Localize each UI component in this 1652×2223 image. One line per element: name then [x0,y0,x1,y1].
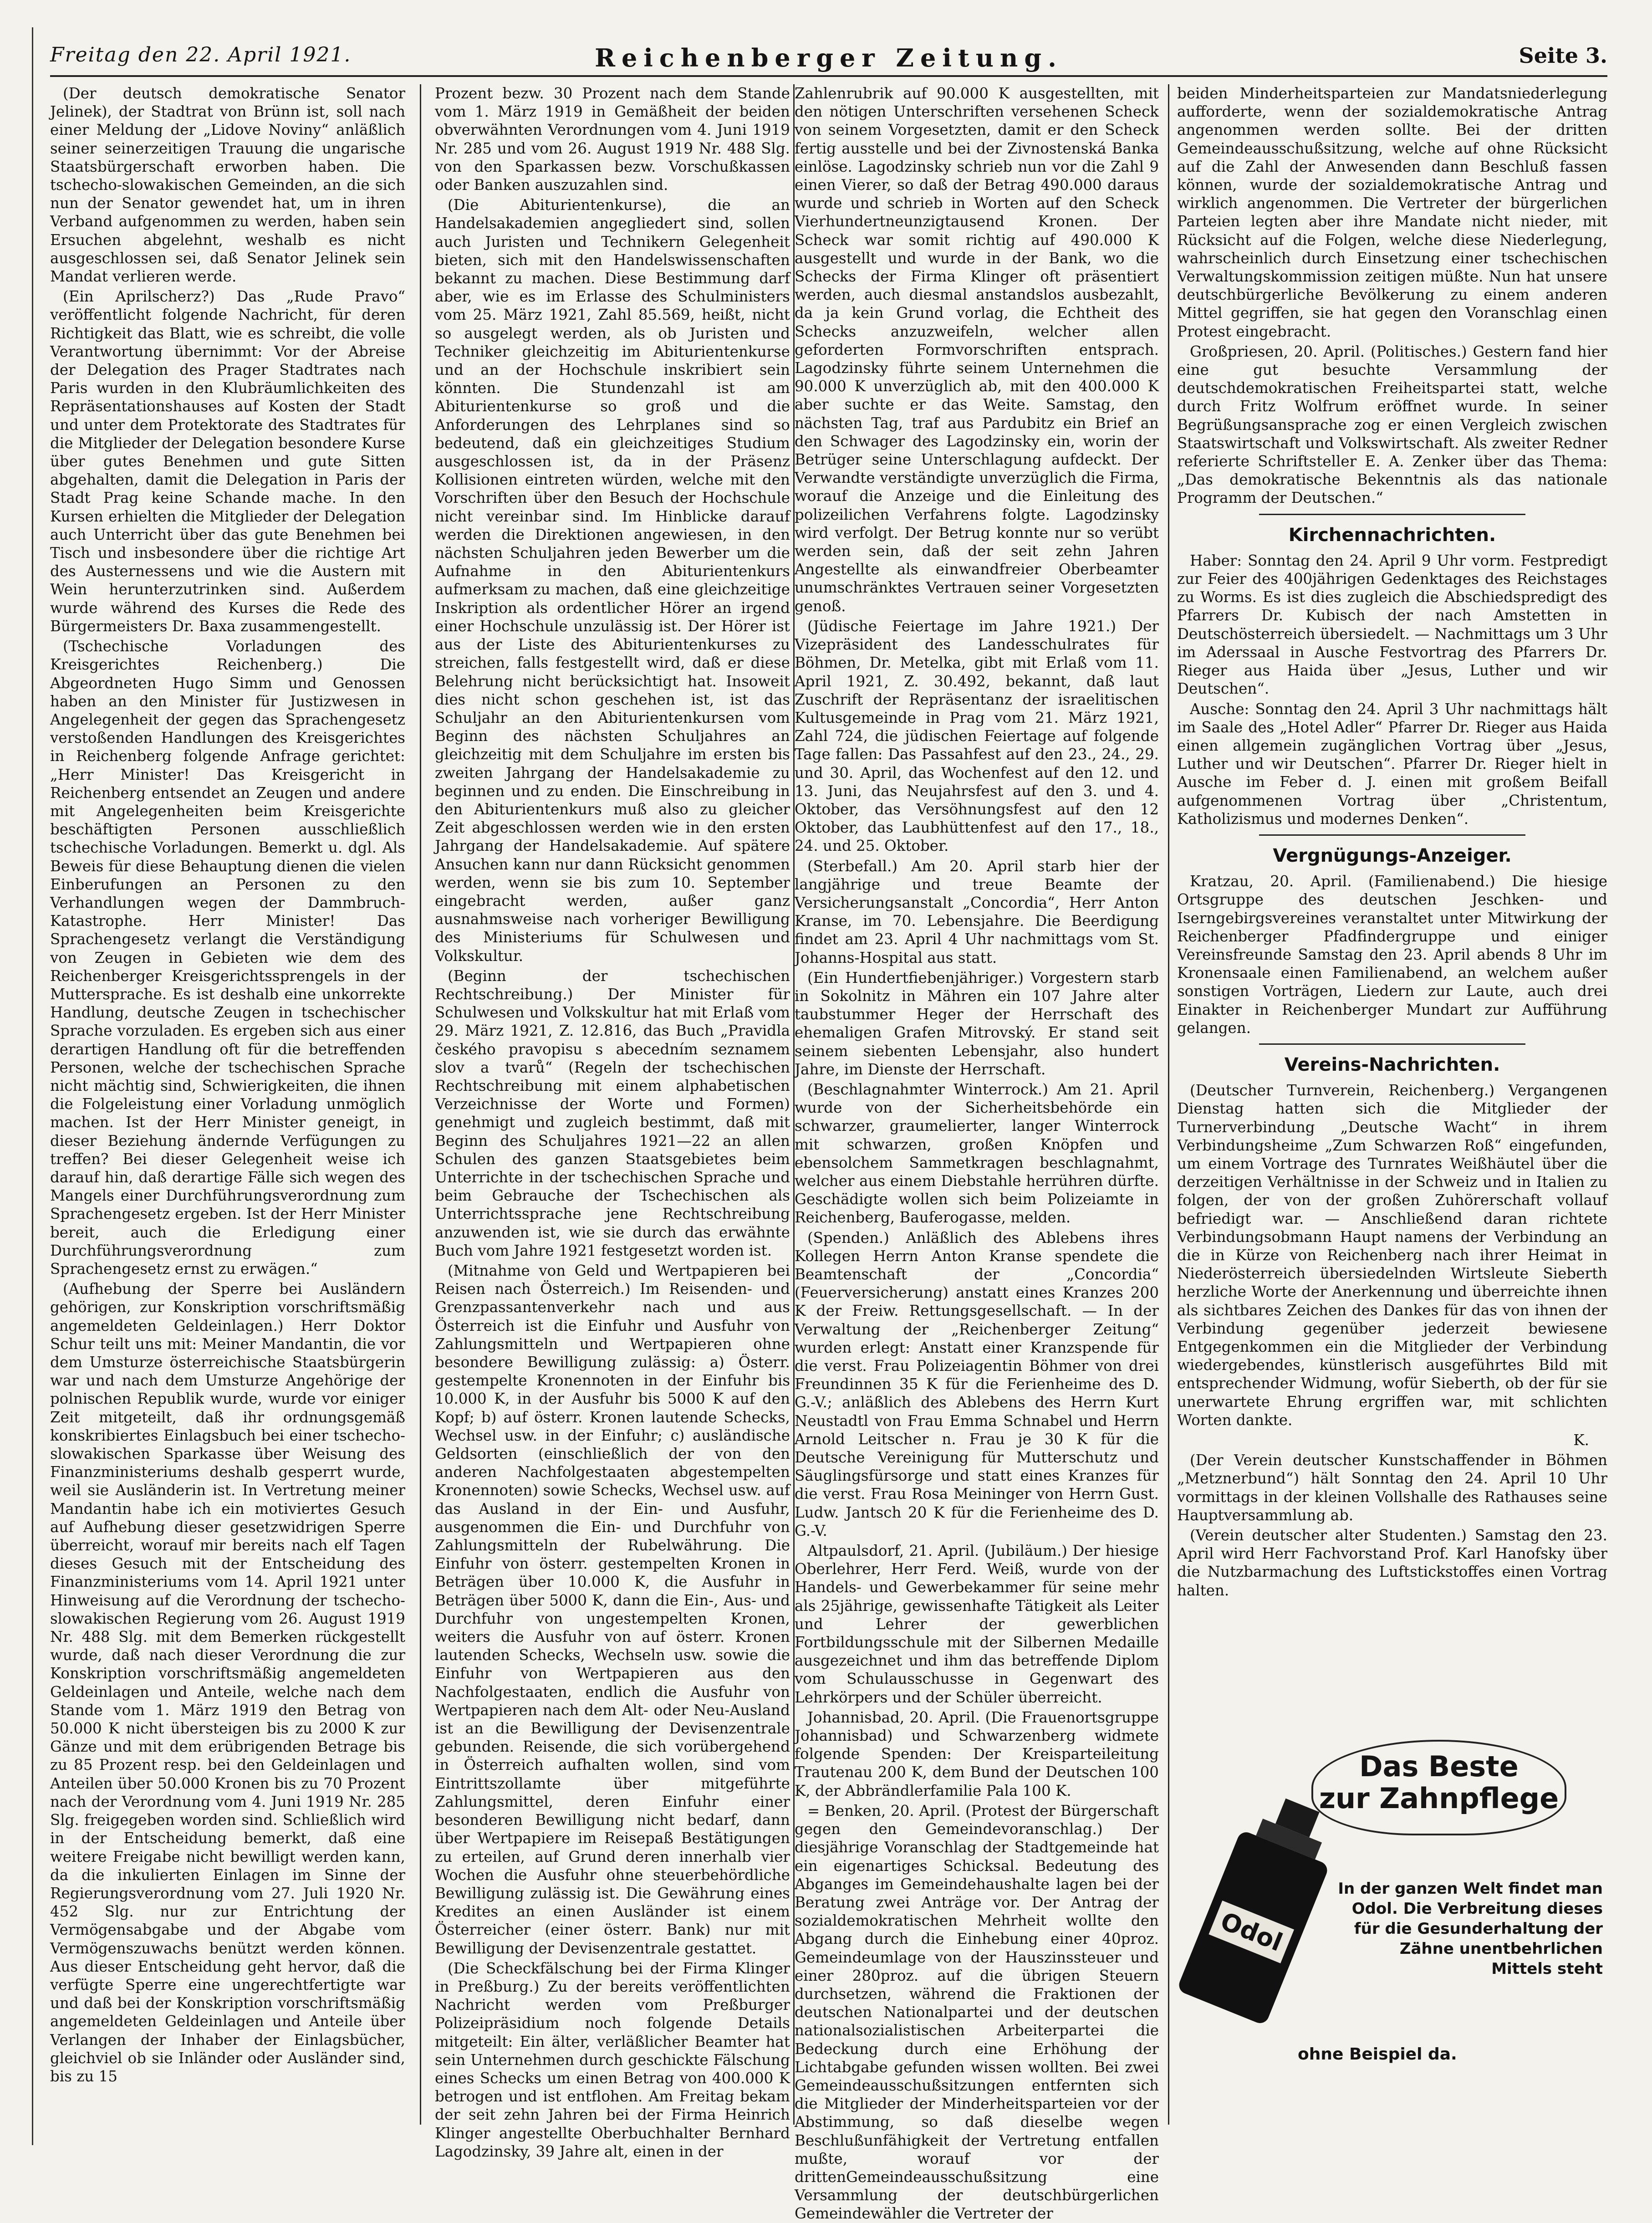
section-divider [1259,1043,1525,1045]
ad-headline [1311,1740,1566,1835]
article-grosspriesen: Großpriesen, 20. April. (Politisches.) Gestern fand hier eine gut besuchte Versammlung der deutschdemokratischen Freiheitspartei statt, welche durch Fritz Wolfrum eröffnet wurde. In seiner Begrüßungsansprache zog er einen Vergleich zwischen Staatswirtschaft und Volkswirtschaft. Als zweiter Redner referierte Schriftsteller E. A. Zenker über das Thema: „Das demokratische Bekenntnis als das nationale Programm der Deutschen.“ [1177,342,1607,507]
section-heading-vereins-nachrichten: Vereins-Nachrichten. [1284,1054,1500,1075]
ad-footer-text: ohne Beispiel da. [1298,2045,1457,2064]
masthead-date: Freitag den 22. April 1921. [50,43,352,66]
article-tschechische-vorladungen: (Tschechische Vorladungen des Kreisgerichtes Reichenberg.) Die Abgeordneten Hugo Simm und Genossen haben an den Minister für Justizwesen in Angelegenheit der gegen das Sprachengesetz verstoßenden Handlungen des Kreisgerichtes in Reichenberg folgende Anfrage gerichtet: „Herr Minister! Das Kreisgericht in Reichenberg entsendet an Zeugen und andere mit Angelegenheiten beim Kreisgerichte beschäftigten Personen ausschließlich tschechische Vorladungen. Bemerkt u. dgl. Als Beweis für diese Behauptung dienen die vielen Einberufungen an Personen zu den Verhandlungen wegen der Dammbruch-Katastrophe. Herr Minister! Das Sprachengesetz verlangt die Verständigung von Zeugen in Gebieten wie dem des Reichenberger Kreisgerichtssprengels in der Muttersprache. Es ist deshalb eine unkorrekte Handlung, deutsche Zeugen in tschechischer Sprache vorzuladen. Es ergeben sich aus einer derartigen Handlung oft für die betreffenden Personen, welche der tschechischen Sprache nicht mächtig sind, Schwierigkeiten, die ihnen die Folgeleistung einer Vorladung unmöglich machen. Ist der Herr Minister geneigt, in dieser Beziehung ändernde Verfügungen zu treffen? Bei dieser Gelegenheit weise ich darauf hin, daß derartige Fälle sich wegen des Mangels einer Durchführungsverordnung zum Sprachengesetz ergeben. Ist der Herr Minister bereit, auch die Erledigung einer Durchführungsverordnung zum Sprachengesetz ernst zu erwägen.“ [50,638,405,1278]
article-ausche: Ausche: Sonntag den 24. April 3 Uhr nachmittags hält im Saale des „Hotel Adler“ Pfarrer Dr. Rieger aus Haida einen allgemein zugänglichen Vortrag über „Jesus, Luther und wir Deutschen“. Pfarrer Dr. Rieger hielt in Ausche im Feber d. J. einen mit großem Beifall aufgenommenen Vortrag über „Christentum, Katholizismus und modernes Denken“. [1177,700,1607,828]
masthead-page-number: Seite 3. [1519,43,1607,68]
article-senator-jelinek: (Der deutsch demokratische Senator Jelinek), der Stadtrat von Brünn ist, soll nach einer Meldung der „Lidove Noviny“ anläßlich seiner seinerzeitigen Trauung die ungarische Staatsbürgerschaft erworben haben. Die tschecho-slowakischen Gemeinden, an die sich nun der Senator gewendet hat, um in ihren Verband aufgenommen zu werden, haben sein Ersuchen abgelehnt, weshalb es nicht ausgeschlossen sei, daß Senator Jelinek sein Mandat verlieren werde. [50,85,405,286]
ad-headline-line2: zur Zahnpflege [1319,1782,1559,1815]
article-alte-studenten: (Verein deutscher alter Studenten.) Samstag den 23. April wird Herr Fachvorstand Prof. Karl Hanofsky über die Nutzbarmachung des Luftstickstoffes einen Vortrag halten. [1177,1527,1607,1599]
section-heading-vergnuegungs-anzeiger: Vergnügungs-Anzeiger. [1273,845,1512,866]
column-rule [420,84,421,2125]
article-spenden: (Spenden.) Anläßlich des Ablebens ihres Kollegen Herrn Anton Kranse spendete die Beamtenschaft der „Concordia“ (Feuerversicherung) anstatt eines Kranzes 200 K der Freiw. Rettungsgesellschaft. — In der Verwaltung der „Reichenberger Zeitung“ wurden erlegt: Anstatt einer Kranzspende für die verst. Frau Polizeiagentin Böhmer von drei Freundinnen 35 K für die Ferienheime des D. G.-V.; anläßlich des Ablebens des Herrn Kurt Neustadtl von Frau Emma Schnabel und Herrn Arnold Leitscher n. Frau je 30 K für die Deutsche Vereinigung für Mutterschutz und Säuglingsfürsorge und statt eines Kranzes für die verst. Frau Rosa Meininger von Herrn Gust. Ludw. Jantsch 20 K für die Ferienheime des D. G.-V. [795,1229,1159,1539]
article-turnverein: (Deutscher Turnverein, Reichenberg.) Vergangenen Dienstag hatten sich die Mitglieder der Turnerverbindung „Deutsche Wacht“ in ihrem Verbindungsheime „Zum Schwarzen Roß“ eingefunden, um einem Vortrage des Turnrates Weißhäutel über die derzeitigen Verhältnisse in der Schweiz und in Italien zu folgen, der von der großen Zuhörerschaft vollauf befriedigt war. — Anschließend daran richtete Verbindungsobmann Haupt namens der Verbindung an die in Kürze von Reichenberg nach ihrer Heimat in Niederösterreich übersiedelnden Wirtsleute Sieberth herzliche Worte der Anerkennung und überreichte ihnen als sichtbares Zeichen des Dankes für das von ihnen der Verbindung gegenüber jederzeit bewiesene Entgegenkommen ein die Mitglieder der Verbindung wiedergebendes, künstlerisch ausgeführtes Bild mit entsprechender Widmung, wofür Sieberth, ob der für sie unerwartete Ehrung ergriffen war, mit schlichten Worten dankte. [1177,1082,1607,1429]
article-johannisbad: Johannisbad, 20. April. (Die Frauenortsgruppe Johannisbad) und Schwarzenberg widmete folgende Spenden: Der Kreisparteileitung Trautenau 200 K, dem Bund der Deutschen 100 K, der Abbrändlerfamilie Pala 100 K. [795,1708,1159,1799]
article-altpaulsdorf: Altpaulsdorf, 21. April. (Jubiläum.) Der hiesige Oberlehrer, Herr Ferd. Weiß, wurde von der Handels- und Gewerbekammer für seine mehr als 25jährige, gewissenhafte Tätigkeit als Leiter und Lehrer der gewerblichen Fortbildungsschule mit der Silbernen Medaille ausgezeichnet und ihm das betreffende Diplom vom Schulausschusse in Gegenwart des Lehrkörpers und der Schüler überreicht. [795,1542,1159,1706]
masthead-title: Reichenberger Zeitung. [595,43,1063,72]
article-geld-wertpapiere: (Mitnahme von Geld und Wertpapieren bei Reisen nach Österreich.) Im Reisenden- und Grenzpassantenverkehr nach und aus Österreich ist die Einfuhr und Ausfuhr von Zahlungsmitteln und Wertpapieren ohne besondere Bewilligung zulässig: a) Österr. gestempelte Kronennoten in der Einfuhr bis 10.000 K, in der Ausfuhr bis 5000 K auf den Kopf; b) auf österr. Kronen lautende Schecks, Wechsel usw. in der Einfuhr; c) ausländische Geldsorten (einschließlich der von den anderen Nachfolgestaaten abgestempelten Kronennoten) sowie Schecks, Wechsel usw. auf das Ausland in der Ein- und Ausfuhr, ausgenommen die Ein- und Durchfuhr von Zahlungsmitteln der Rubelwährung. Die Einfuhr von österr. gestempelten Kronen in Beträgen über 10.000 K, die Ausfuhr in Beträgen über 5000 K, dann die Ein-, Aus- und Durchfuhr von ungestempelten Kronen, weiters die Ausfuhr von auf österr. Kronen lautenden Schecks, Wechseln usw. sowie die Einfuhr von Wertpapieren aus den Nachfolgestaaten, endlich die Ausfuhr von Wertpapieren nach dem Alt- oder Neu-Ausland ist an die Bewilligung der Devisenzentrale gebunden. Reisende, die sich vorübergehend in Österreich aufhalten wollen, sind vom Eintrittszollamte über mitgeführte Zahlungsmittel, deren Einfuhr einer besonderen Bewilligung nicht bedarf, dann über Wertpapiere im Reisepaß Bestätigungen zu erteilen, auf Grund deren innerhalb vier Wochen die Ausfuhr ohne steuerbehördliche Bewilligung zulässig ist. Die Gewährung eines Kredites an einen Ausländer ist einem Österreicher (einer österr. Bank) nur mit Bewilligung der Devisenzentrale gestattet. [435,1262,790,1957]
section-heading-kirchennachrichten: Kirchennachrichten. [1288,524,1496,546]
article-continuation: Zahlenrubrik auf 90.000 K ausgestellten, mit den nötigen Unterschriften versehenen Scheck von seinem Vorgesetzten, damit er den Scheck fertig ausstelle und bei der Zivnostenská Banka einlöse. Lagodzinsky schrieb nun vor die Zahl 9 einen Vierer, so daß der Betrag 490.000 daraus wurde und schrieb in Worten auf den Scheck Vierhundertneunzigtausend Kronen. Der Scheck war somit richtig auf 490.000 K ausgestellt und wurde in der Bank, wo die Schecks der Firma Klinger oft präsentiert werden, auch diesmal anstandslos ausbezahlt, da ja kein Grund vorlag, die Echtheit des Schecks anzuzweifeln, welcher allen geforderten Formvorschriften entsprach. Lagodzinsky führte seinem Unternehmen die 90.000 K unverzüglich ab, mit den 400.000 K aber suchte er das Weite. Samstag, den nächsten Tag, traf aus Pardubitz ein Brief an den Schwager des Lagodzinsky ein, worin der Betrüger seine Unterschlagung aufdeckt. Der Verwandte verständigte unverzüglich die Firma, worauf die Anzeige und die Einleitung des polizeilichen Verfahrens folgte. Lagodzinsky wird verfolgt. Der Betrug konnte nur so verübt werden sein, daß der seit zehn Jahren Angestellte als einwandfreier Oberbeamter unumschränktes Vertrauen seiner Vorgesetzten genoß. [795,85,1159,615]
article-signature: K. [1573,1431,1589,1449]
ad-brand-label: Odol [1216,1906,1287,1957]
article-benken: = Benken, 20. April. (Protest der Bürgerschaft gegen den Gemeindevoranschlag.) Der diesjährige Voranschlag der Stadtgemeinde hat ein eigenartiges Schicksal. Bedeutung des Abganges im Gemeindehaushalte lagen bei der Beratung zwei Anträge vor. Der Antrag der sozialdemokratischen Mehrheit wollte den Abgang durch die Einhebung einer 40proz. Gemeindeumlage von der Hauszinssteuer und einer 280proz. auf die übrigen Steuern durchsetzen, während die Fraktionen der deutschen Nationalpartei und der deutschen nationalsozialistischen Arbeiterpartei die Bedeckung durch eine Erhöhung der Lichtabgabe gefunden wissen wollten. Bei zwei Gemeindeausschußsitzungen entfernten sich die Mitglieder der Minderheitsparteien vor der Abstimmung, so daß dieselbe wegen Beschlußunfähigkeit der Vertretung entfallen mußte, worauf vor der drittenGemeindeausschußsitzung eine Versammlung der deutschbürgerlichen Gemeindewähler die Vertreter der [795,1802,1159,2223]
masthead [50,43,1607,77]
article-haber: Haber: Sonntag den 24. April 9 Uhr vorm. Festpredigt zur Feier des 400jährigen Gedenktages des Reichstages zu Worms. Es ist dies zugleich die Abschiedspredigt des Pfarrers Dr. Kubisch der nach Amstetten in Deutschösterreich übersiedelt. — Nachmittags um 3 Uhr im Aderssaal in Ausche Festvortrag des Pfarrers Dr. Rieger aus Haida über „Jesus, Luther und wir Deutschen“. [1177,552,1607,698]
article-continuation: beiden Minderheitsparteien zur Mandatsniederlegung aufforderte, wenn der sozialdemokratische Antrag angenommen werden sollte. Bei der dritten Gemeindeausschußsitzung, welche auf ohne Rücksicht auf die Zahl der Anwesenden dann Beschluß fassen können, wurde der sozialdemokratische Antrag und wirklich angenommen. Die Vertreter der bürgerlichen Parteien legten aber ihre Mandate nicht nieder, mit Rücksicht auf die Folgen, welche diese Niederlegung, wahrscheinlich durch Einsetzung einer tschechischen Verwaltungskommission zeitigen müßte. Nun hat unsere deutschbürgerliche Bevölkerung zu einem anderen Mittel gegriffen, sie hat gegen den Voranschlag einen Protest eingebracht. [1177,85,1607,340]
article-sterbefall: (Sterbefall.) Am 20. April starb hier der langjährige und treue Beamte der Versicherungsanstalt „Concordia“, Herr Anton Kranse, im 70. Lebensjahre. Die Beerdigung findet am 23. April 4 Uhr nachmittags vom St. Johanns-Hospital aus statt. [795,857,1159,966]
column-3 [795,84,1159,2223]
section-divider [1259,834,1525,836]
article-juedische-feiertage: (Jüdische Feiertage im Jahre 1921.) Der Vizepräsident des Landesschulrates für Böhmen, Dr. Metelka, gibt mit Erlaß vom 11. April 1921, Z. 30.492, bekannt, daß laut Zuschrift der Repräsentanz der israelitischen Kultusgemeinde in Prag vom 21. März 1921, Zahl 724, die jüdischen Feiertage auf folgende Tage fallen: Das Passahfest auf den 23., 24., 29. und 30. April, das Wochenfest auf den 12. und 13. Juni, das Neujahrsfest auf den 3. und 4. Oktober, das Versöhnungsfest auf den 12 Oktober, das Laubhüttenfest auf den 17., 18., 24. und 25. Oktober. [795,617,1159,855]
column-2 [435,84,790,2160]
article-aufhebung-sperre: (Aufhebung der Sperre bei Ausländern gehörigen, zur Konskription vorschriftsmäßig angemeldeten Geldeinlagen.) Herr Doktor Schur teilt uns mit: Meiner Mandantin, die vor dem Umsturze österreichische Staatsbürgerin war und nach dem Umsturze Angehörige der polnischen Republik wurde, wurde vor einiger Zeit mitgeteilt, daß ihr ordnungsgemäß konskribiertes Einlagsbuch bei einer tschecho-slowakischen Sparkasse über Weisung des Finanzministeriums deshalb gesperrt wurde, weil sie Ausländerin ist. In Vertretung meiner Mandantin habe ich ein motiviertes Gesuch auf Aufhebung dieser gesetzwidrigen Sperre überreicht, worauf mir bereits nach elf Tagen dieses Gesuch mit der Entscheidung des Finanzministeriums vom 14. April 1921 unter Hinweisung auf die Verordnung der tschecho-slowakischen Regierung vom 26. August 1919 Nr. 488 Slg. mit dem Bemerken rückgestellt wurde, daß nach dieser Verordnung die zur Konskription vorschriftsmäßig angemeldeten Geldeinlagen und Anteile, welche nach dem Stande vom 1. März 1919 den Betrag von 50.000 K nicht übersteigen bis zu 2000 K zur Gänze und mit dem erübrigenden Betrage bis zu 85 Prozent resp. bei den Geldeinlagen und Anteilen über 50.000 Kronen bis zu 70 Prozent nach der Verordnung vom 4. Juni 1919 Nr. 285 Slg. freigegeben worden sind. Schließlich wird in der Entscheidung bemerkt, daß eine weitere Freigabe nicht bewilligt werden kann, da die inkulierten Einlagen im Sinne der Regierungsverordnung vom 27. Juli 1920 Nr. 452 Slg. nur zur Entrichtung der Vermögensabgabe und der Abgabe vom Vermögenszuwachs benützt werden können. Aus dieser Entscheidung geht hervor, daß die verfügte Sperre eine ungerechtfertigte war und daß bei der Konskription vorschriftsmäßig angemeldeten Geldeinlagen und Anteile über Verlangen der Inhaber der Einlagsbücher, gleichviel ob sie Inländer oder Ausländer sind, bis zu 15 [50,1280,405,2085]
article-aprilscherz: (Ein Aprilscherz?) Das „Rude Pravo“ veröffentlicht folgende Nachricht, für deren Richtigkeit das Blatt, wie es schreibt, die volle Verantwortung übernimmt: Vor der Abreise der Delegation des Prager Stadtrates nach Paris wurden in den Klubräumlichkeiten des Repräsentationshauses auf Kosten der Stadt und unter dem Protektorate des Stadtrates für die Mitglieder der Delegation besondere Kurse über gutes Benehmen und gute Sitten abgehalten, damit die Delegation in Paris der Stadt Prag keine Schande mache. In den Kursen erhielten die Mitglieder der Delegation auch Unterricht über das gute Benehmen bei Tisch und insbesondere über die richtige Art des Austernessens und wie die Austern mit Wein herunterzutrinken sind. Außerdem wurde während des Kurses die Rede des Bürgermeisters Dr. Baxa zusammengestellt. [50,288,405,635]
article-scheckfaelschung: (Die Scheckfälschung bei der Firma Klinger in Preßburg.) Zu der bereits veröffentlichten Nachricht werden vom Preßburger Polizeipräsidium noch folgende Details mitgeteilt: Ein älter, verläßlicher Beamter hat sein Unternehmen durch geschickte Fälschung eines Schecks um einen Betrag von 400.000 K betrogen und ist entflohen. Am Freitag bekam der seit zehn Jahren bei der Firma Heinrich Klinger angestellte Oberbuchhalter Bernhard Lagodzinsky, 39 Jahre alt, einen in der [435,1959,790,2160]
odol-advertisement [1184,1726,1603,2077]
article-rechtschreibung: (Beginn der tschechischen Rechtschreibung.) Der Minister für Schulwesen und Volkskultur hat mit Erlaß vom 29. März 1921, Z. 12.816, das Buch „Pravidla českého pravopisu s abecedním seznamem slov a tvarů“ (Regeln der tschechischen Rechtschreibung mit einem alphabetischen Verzeichnisse der Worte und Formen) genehmigt und zugleich bestimmt, daß mit Beginn des Schuljahres 1921—22 an allen Schulen des ganzen Staatsgebietes beim Unterrichte in der tschechischen Sprache und beim Gebrauche der Tschechischen als Unterrichtssprache jene Rechtschreibung anzuwenden ist, wie sie durch das erwähnte Buch vom Jahre 1921 festgesetzt worden ist. [435,967,790,1259]
ad-body-text: In der ganzen Welt findet man Odol. Die Verbreitung dieses für die Gesunderhaltung der Zähne unentbehrlichen Mittels steht [1338,1880,1603,1978]
section-divider [1259,514,1525,515]
article-hundertsiebenjaehriger: (Ein Hundertfiebenjähriger.) Vorgestern starb in Sokolnitz in Mähren ein 107 Jahre alter taubstummer Heger der Herrschaft des ehemaligen Grafen Mitrovský. Er stand seit seinem siebenten Lebensjahr, also hundert Jahre, im Dienste der Herrschaft. [795,969,1159,1078]
ad-headline-line1: Das Beste [1359,1750,1519,1783]
column-1 [50,84,405,2125]
column-rule [1168,84,1169,2125]
article-metznerbund: (Der Verein deutscher Kunstschaffender in Böhmen „Metznerbund“) hält Sonntag den 24. April 10 Uhr vormittags in der kleinen Vollshalle des Rathauses seine Hauptversammlung ab. [1177,1451,1607,1524]
article-continuation: Prozent bezw. 30 Prozent nach dem Stande vom 1. März 1919 in Gemäßheit der beiden obverwähnten Verordnungen vom 4. Juni 1919 Nr. 285 und vom 26. August 1919 Nr. 488 Slg. von den Sparkassen bezw. Vorschußkassen oder Banken auszuzahlen sind. [435,85,790,194]
article-abiturientenkurse: (Die Abiturientenkurse), die an Handelsakademien angegliedert sind, sollen auch Juristen und Technikern Gelegenheit bieten, sich mit den Handelswissenschaften bekannt zu machen. Diese Bestimmung darf aber, wie es im Erlasse des Schulministers vom 25. März 1921, Zahl 85.569, heißt, nicht so ausgelegt werden, als ob Juristen und Techniker gleichzeitig im Abiturientenkurse und an der Hochschule inskribiert sein könnten. Die Stundenzahl ist am Abiturientenkurse so groß und die Anforderungen des Lehrplanes sind so bedeutend, daß ein gleichzeitiges Studium ausgeschlossen ist, da in der Präsenz Kollisionen eintreten würden, welche mit den Vorschriften über den Besuch der Hochschule nicht vereinbar sind. Im Hinblicke darauf werden die Direktionen angewiesen, in den nächsten Schuljahren jeden Bewerber um die Aufnahme in den Abiturientenkurs aufmerksam zu machen, daß eine gleichzeitige Inskription als ordentlicher Hörer an irgend einer Hochschule unzulässig ist. Der Hörer ist aus der Liste des Abiturientenkurses zu streichen, falls festgestellt wird, daß er diese Belehrung nicht berücksichtigt hat. Insoweit dies nicht schon geschehen ist, ist das Schuljahr an den Abiturientenkursen vom Beginn des nächsten Schuljahres an gleichzeitig mit dem Schuljahre im ersten bis zweiten Jahrgang der Handelsakademie zu beginnen und zu enden. Die Einschreibung in den Abiturientenkurs muß also zu gleicher Zeit abgeschlossen werden wie in den ersten Jahrgang der Handelsakademie. Auf spätere Ansuchen kann nur dann Rücksicht genommen werden, wenn sie bis zum 10. September eingebracht werden, außer ganz ausnahmsweise nach vorheriger Bewilligung des Ministeriums für Schulwesen und Volkskultur. [435,196,790,965]
odol-bottle-icon [1188,1781,1343,2036]
article-kratzau: Kratzau, 20. April. (Familienabend.) Die hiesige Ortsgruppe des deutschen Jeschken- und Iserngebirgsvereines veranstaltet unter Mitwirkung der Reichenberger Pfadfindergruppe und einiger Vereinsfreunde Samstag den 23. April abends 8 Uhr im Kronensaale einen Familienabend, an welchem außer sonstigen Vorträgen, Liedern zur Laute, auch drei Einakter in Reichenberger Mundart zur Aufführung gelangen. [1177,873,1607,1037]
article-winterrock: (Beschlagnahmter Winterrock.) Am 21. April wurde von der Sicherheitsbehörde ein schwarzer, graumelierter, langer Winterrock mit schwarzen, großen Knöpfen und ebensolchem Sammetkragen beschlagnahmt, welcher aus einem Diebstahle herrühren dürfte. Geschädigte wollen sich beim Polizeiamte in Reichenberg, Bauferogasse, melden. [795,1080,1159,1226]
